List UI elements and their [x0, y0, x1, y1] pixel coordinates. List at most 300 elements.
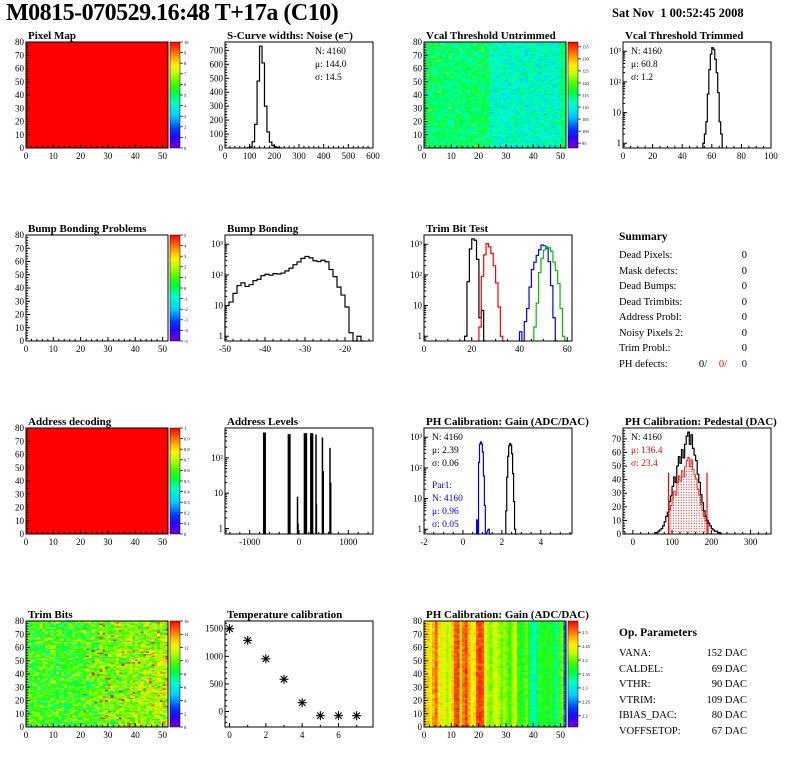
- y-tick-label: 40: [15, 669, 24, 679]
- y-tick-label: 20: [15, 309, 24, 320]
- y-tick-label: 20: [15, 116, 24, 127]
- summary-row-value: 0: [741, 327, 747, 339]
- colorbar-tick-label: 100: [582, 128, 589, 134]
- y-tick-label: 200: [209, 115, 223, 126]
- colorbar-tick-label: 135: [582, 44, 589, 50]
- y-tick-label: 0: [19, 143, 24, 153]
- y-tick-label: 30: [612, 488, 621, 499]
- y-tick-label: 60: [413, 63, 422, 74]
- y-tick-label: 70: [15, 243, 24, 254]
- colorbar-tick-label: 0.4: [184, 489, 190, 495]
- x-tick-label: 50: [556, 730, 566, 740]
- colorbar-tick-label: 0.2: [184, 510, 190, 516]
- y-tick-label: 10²: [211, 452, 223, 463]
- x-tick-label: -50: [219, 344, 231, 354]
- summary-rows: [619, 248, 747, 372]
- ph-gain-map-axes: [398, 609, 597, 772]
- temperature-calibration-axes: [199, 609, 398, 772]
- colorbar-tick-label: 5: [184, 92, 187, 98]
- x-tick-label: 0: [620, 151, 626, 161]
- colorbar-tick-label: 2.45: [582, 643, 590, 649]
- y-tick-label: 1: [218, 331, 223, 342]
- data-point-marker: [261, 654, 270, 663]
- x-tick-label: 30: [501, 730, 511, 740]
- y-tick-label: 40: [15, 90, 24, 100]
- y-tick-label: 600: [209, 59, 223, 70]
- op_parameters-rows: [619, 646, 747, 739]
- x-tick-label: 0: [222, 151, 228, 161]
- panel-address-levels: [199, 416, 398, 579]
- trim-bit-test-title: Trim Bit Test: [426, 223, 489, 235]
- page-title: M0815-070529.16:48 T+17a (C10): [6, 0, 339, 26]
- summary-row: [619, 295, 747, 311]
- x-tick-label: 4: [538, 537, 544, 547]
- summary-row-label: Dead Bumps:: [619, 281, 677, 292]
- y-tick-label: 10: [413, 129, 422, 140]
- op_parameters-row-value: 69 DAC: [711, 663, 747, 675]
- summary-row-value: 0: [741, 250, 747, 261]
- x-tick-label: 0: [23, 730, 29, 740]
- op_parameters-row-value: 152 DAC: [706, 648, 747, 659]
- x-tick-label: 600: [366, 151, 380, 161]
- x-tick-label: 30: [103, 151, 113, 161]
- y-tick-label: 30: [15, 489, 24, 500]
- y-tick-label: 60: [612, 447, 621, 458]
- colorbar-tick-label: 8: [184, 61, 187, 66]
- op_parameters-row: [619, 708, 747, 724]
- y-tick-label: 20: [413, 116, 422, 127]
- colorbar-tick-label: 2.25: [582, 699, 590, 705]
- address-decoding-colorbar: [170, 428, 180, 534]
- x-tick-label: 0: [296, 537, 302, 547]
- x-tick-label: 20: [76, 730, 86, 740]
- x-tick-label: 20: [76, 151, 86, 161]
- x-tick-label: 10: [48, 730, 58, 740]
- y-tick-label: 10²: [609, 76, 621, 87]
- y-tick-label: 10²: [211, 269, 223, 280]
- panel-ph-pedestal: [597, 416, 796, 579]
- x-tick-label: 100: [665, 537, 679, 547]
- colorbar-tick-label: -3: [184, 317, 188, 323]
- colorbar-tick-label: 2.5: [582, 629, 588, 635]
- stats-line: N: 4160: [631, 433, 662, 443]
- summary-row: [619, 248, 747, 264]
- y-tick-label: 40: [15, 283, 24, 293]
- x-tick-label: 30: [501, 151, 511, 161]
- trim-bit-test-axes: [398, 223, 597, 386]
- y-tick-label: 80: [15, 230, 24, 240]
- colorbar-tick-label: 3: [184, 114, 187, 119]
- colorbar-tick-label: -2: [184, 307, 188, 312]
- address-levels-axes: [199, 416, 398, 579]
- bump-bonding-problems-title: Bump Bonding Problems: [28, 223, 147, 235]
- summary-row-value: 0: [741, 343, 747, 354]
- op_parameters-row-label: CALDEL:: [619, 663, 664, 675]
- ph-defects-value: 0/: [698, 358, 707, 370]
- x-tick-label: 50: [158, 151, 168, 161]
- colorbar-tick-label: 0.1: [184, 521, 190, 527]
- op_parameters-row: [619, 646, 747, 662]
- panel-ph-gain-hist: [398, 416, 597, 579]
- x-tick-label: 0: [23, 344, 29, 354]
- y-tick-label: 80: [15, 423, 24, 433]
- x-tick-label: 40: [528, 151, 538, 161]
- x-tick-label: 50: [158, 537, 168, 547]
- stats-line: N: 4160: [631, 47, 662, 57]
- colorbar-tick-label: 2.2: [582, 713, 588, 719]
- x-tick-label: 300: [743, 537, 758, 547]
- stats-line: μ: 136.4: [631, 446, 663, 456]
- x-tick-label: -1000: [239, 537, 261, 547]
- y-tick-label: 10: [413, 493, 422, 504]
- panel-vcal-trimmed: [597, 30, 796, 193]
- x-tick-label: 500: [341, 151, 356, 161]
- x-tick-label: 40: [514, 344, 524, 354]
- stats-line: σ: 14.5: [315, 73, 342, 83]
- pixel-map-title: Pixel Map: [28, 30, 76, 42]
- address-decoding-title: Address decoding: [28, 416, 112, 428]
- summary-row: [619, 341, 747, 357]
- colorbar-tick-label: 3: [184, 254, 187, 259]
- trim-bits-map-axes: [0, 609, 199, 772]
- panel-bump-bonding: [199, 223, 398, 386]
- x-tick-label: 200: [267, 151, 282, 161]
- colorbar-tick-label: 4: [184, 243, 187, 249]
- page-header: [0, 0, 796, 30]
- y-tick-label: 30: [15, 296, 24, 307]
- y-tick-label: 30: [413, 682, 422, 693]
- y-tick-label: 20: [15, 695, 24, 706]
- op_parameters-row-value: 67 DAC: [711, 725, 747, 737]
- x-tick-label: 40: [677, 151, 687, 161]
- colorbar-tick-label: 125: [582, 68, 589, 74]
- y-tick-label: 80: [15, 616, 24, 626]
- ph-defects-label: PH defects:: [619, 358, 668, 370]
- colorbar-tick-label: 2.35: [582, 671, 590, 677]
- panel-scurve-noise: [199, 30, 398, 193]
- trim0-series: [465, 239, 486, 341]
- stats-line: σ: 0.06: [432, 459, 459, 469]
- y-tick-label: 0: [417, 143, 422, 153]
- scurve-noise-axes: [199, 30, 398, 193]
- y-tick-label: 30: [413, 103, 422, 114]
- summary-row-value: 0: [741, 281, 747, 292]
- y-tick-label: 0: [417, 722, 422, 732]
- colorbar-tick-label: 8: [184, 671, 187, 677]
- x-tick-label: 30: [103, 730, 113, 740]
- panel-trim-bits-map: [0, 609, 199, 772]
- colorbar-tick-label: 5: [184, 232, 187, 238]
- y-tick-label: 700: [209, 45, 223, 56]
- y-tick-label: 0: [19, 722, 24, 732]
- colorbar-tick-label: 2.4: [582, 657, 588, 663]
- y-tick-label: 10³: [410, 239, 422, 250]
- x-tick-label: 0: [630, 537, 636, 547]
- y-tick-label: 100: [209, 129, 223, 140]
- colorbar-tick-label: -4: [184, 328, 188, 334]
- y-tick-label: 10: [15, 515, 24, 526]
- y-tick-label: 50: [413, 76, 422, 87]
- data-point-marker: [352, 711, 361, 720]
- summary-row-label: Mask defects:: [619, 265, 678, 277]
- x-tick-label: 1000: [339, 537, 358, 547]
- x-tick-label: 60: [707, 151, 717, 161]
- ph-gain-hist-title: PH Calibration: Gain (ADC/DAC): [426, 416, 589, 428]
- y-tick-label: 70: [413, 50, 422, 61]
- y-tick-label: 70: [15, 436, 24, 447]
- summary-row-label: Noisy Pixels 2:: [619, 327, 684, 339]
- panel-address-decoding: [0, 416, 199, 579]
- y-tick-label: 0: [616, 529, 621, 539]
- x-tick-label: 80: [736, 151, 746, 161]
- x-tick-label: -30: [299, 344, 311, 354]
- x-tick-label: 50: [556, 151, 566, 161]
- x-tick-label: 200: [704, 537, 719, 547]
- x-tick-label: 0: [460, 537, 466, 547]
- y-tick-label: 10³: [609, 46, 621, 57]
- summary-row-value: 0: [741, 265, 747, 277]
- colorbar-tick-label: 10: [184, 658, 189, 664]
- colorbar-tick-label: 130: [582, 56, 589, 62]
- x-tick-label: 10: [48, 151, 58, 161]
- y-tick-label: 50: [612, 461, 621, 472]
- y-tick-label: 10³: [410, 432, 422, 443]
- panel-temperature-calibration: [199, 609, 398, 772]
- op_parameters-row: [619, 724, 747, 740]
- address-decoding-axes: [0, 416, 199, 579]
- data-point-marker: [334, 711, 343, 720]
- op_parameters-row: [619, 677, 747, 693]
- colorbar-tick-label: 0: [184, 724, 187, 730]
- scurve-noise-title: S-Curve widths: Noise (e⁻): [227, 30, 353, 42]
- y-tick-label: 1000: [205, 651, 223, 662]
- colorbar-tick-label: 12: [184, 645, 189, 651]
- y-tick-label: 20: [413, 695, 422, 706]
- vcal-untrimmed-colorbar: [568, 42, 578, 148]
- ph-pedestal-title: PH Calibration: Pedestal (DAC): [625, 416, 777, 428]
- stats-line: σ: 1.2: [631, 73, 654, 83]
- colorbar-tick-label: 9: [184, 50, 187, 56]
- y-tick-label: 40: [15, 476, 24, 486]
- x-tick-label: 20: [76, 537, 86, 547]
- y-tick-label: 10: [15, 129, 24, 140]
- x-tick-label: 30: [103, 344, 113, 354]
- summary-row: [619, 310, 747, 326]
- op_parameters-row: [619, 693, 747, 709]
- y-tick-label: 60: [413, 642, 422, 653]
- colorbar-tick-label: 0.7: [184, 457, 190, 463]
- op_parameters-row-value: 80 DAC: [711, 710, 747, 721]
- summary-row-label: Dead Pixels:: [619, 250, 673, 261]
- trim-bits-map-colorbar: [170, 621, 180, 727]
- y-tick-label: 500: [209, 73, 223, 84]
- colorbar-tick-label: 4: [184, 103, 187, 109]
- par1-series: [477, 442, 491, 534]
- colorbar-tick-label: 6: [184, 82, 187, 88]
- y-tick-label: 70: [15, 50, 24, 61]
- y-tick-label: 60: [15, 63, 24, 74]
- y-tick-label: 10²: [410, 462, 422, 473]
- colorbar-tick-label: 10: [184, 39, 189, 45]
- y-tick-label: 10²: [410, 269, 422, 280]
- y-tick-label: 50: [15, 76, 24, 87]
- y-tick-label: 10: [214, 300, 223, 311]
- op_parameters-row-label: IBIAS_DAC:: [619, 710, 677, 721]
- x-tick-label: 100: [764, 151, 778, 161]
- y-tick-label: 0: [19, 336, 24, 346]
- colorbar-tick-label: 110: [582, 104, 589, 110]
- x-tick-label: 0: [421, 344, 427, 354]
- colorbar-tick-label: 16: [184, 618, 189, 624]
- y-tick-label: 20: [612, 501, 621, 512]
- y-tick-label: 10: [413, 300, 422, 311]
- gain-series: [506, 444, 517, 534]
- vcal-trimmed-axes: [597, 30, 796, 193]
- pixel-map-colorbar: [170, 42, 180, 148]
- pedestal-fit-series: [655, 458, 723, 534]
- summary-row-label: Trim Probl.:: [619, 343, 671, 354]
- x-tick-label: 2: [499, 537, 505, 547]
- stats-line: μ: 60.8: [631, 60, 658, 70]
- x-tick-label: 300: [292, 151, 306, 161]
- panel-ph-gain-map: [398, 609, 597, 772]
- y-tick-label: 80: [413, 37, 422, 47]
- y-tick-label: 30: [15, 682, 24, 693]
- y-tick-label: 60: [15, 642, 24, 653]
- ph-defects-values: [694, 357, 747, 373]
- op_parameters-row-value: 90 DAC: [711, 679, 747, 690]
- pixel-map-axes: [0, 30, 199, 193]
- x-tick-label: 40: [528, 730, 538, 740]
- colorbar-tick-label: 1: [184, 275, 187, 281]
- y-tick-label: 0: [218, 143, 223, 153]
- bump-bonding-title: Bump Bonding: [227, 223, 299, 235]
- y-tick-label: 20: [15, 502, 24, 513]
- x-tick-label: 10: [48, 344, 58, 354]
- x-tick-label: 0: [23, 151, 29, 161]
- x-tick-label: 30: [103, 537, 113, 547]
- x-tick-label: 2: [263, 730, 269, 740]
- ph-defects-value: 0: [741, 358, 747, 370]
- x-tick-label: 20: [474, 151, 484, 161]
- colorbar-tick-label: 14: [184, 632, 189, 638]
- stats-line: N: 4160: [432, 494, 463, 504]
- x-tick-label: 400: [316, 151, 331, 161]
- y-tick-label: 50: [413, 655, 422, 666]
- stats-line: N: 4160: [315, 47, 346, 57]
- colorbar-tick-label: 0: [184, 285, 187, 291]
- y-tick-label: 1: [417, 524, 422, 535]
- y-tick-label: 400: [209, 87, 223, 98]
- colorbar-tick-label: 0: [184, 531, 187, 537]
- x-tick-label: 0: [421, 730, 427, 740]
- colorbar-tick-label: 0: [184, 145, 187, 151]
- summary-row: [619, 279, 747, 295]
- summary-title: Summary: [619, 231, 668, 243]
- colorbar-tick-label: 115: [582, 92, 589, 98]
- data-point-marker: [316, 711, 325, 720]
- threshold-series: [703, 48, 722, 148]
- stats-line: σ: 23.4: [631, 459, 658, 469]
- panel-trim-bit-test: [398, 223, 597, 386]
- panel-bump-bonding-problems: [0, 223, 199, 386]
- colorbar-tick-label: 2: [184, 264, 187, 270]
- colorbar-tick-label: 120: [582, 80, 589, 86]
- vcal-trimmed-title: Vcal Threshold Trimmed: [625, 30, 744, 42]
- x-tick-label: 0: [23, 537, 29, 547]
- data-point-marker: [280, 675, 289, 684]
- stats-line: μ: 2.39: [432, 446, 459, 456]
- colorbar-tick-label: 95: [582, 140, 587, 146]
- op_parameters-title: Op. Parameters: [619, 627, 697, 639]
- bump-series: [225, 256, 365, 341]
- op_parameters-row: [619, 662, 747, 678]
- y-tick-label: 40: [413, 90, 422, 100]
- x-tick-label: 50: [158, 730, 168, 740]
- x-tick-label: 40: [130, 730, 140, 740]
- y-tick-label: 10: [612, 515, 621, 526]
- vcal-untrimmed-axes: [398, 30, 597, 193]
- colorbar-tick-label: 2: [184, 124, 187, 130]
- op_parameters-row-label: VTRIM:: [619, 694, 656, 706]
- ph-gain-map-colorbar: [568, 621, 578, 727]
- stats-line: Par1:: [432, 481, 453, 491]
- x-tick-label: 20: [467, 344, 477, 354]
- y-tick-label: 1: [417, 331, 422, 342]
- op_parameters-row-value: 109 DAC: [706, 694, 747, 706]
- x-tick-label: 6: [336, 730, 341, 740]
- bump-bonding-problems-axes: [0, 223, 199, 386]
- y-tick-label: 40: [612, 474, 621, 485]
- y-tick-label: 40: [413, 669, 422, 679]
- y-tick-label: 60: [15, 256, 24, 267]
- y-tick-label: 1: [218, 523, 223, 534]
- x-tick-label: 10: [446, 730, 456, 740]
- summary-row-value: 0: [741, 296, 747, 308]
- x-tick-label: 0: [421, 151, 427, 161]
- noise-series: [247, 46, 282, 148]
- x-tick-label: 0: [227, 730, 232, 740]
- colorbar-tick-label: 1: [184, 425, 187, 431]
- colorbar-tick-label: -1: [184, 296, 188, 302]
- colorbar-tick-label: 2: [184, 711, 187, 717]
- x-tick-label: 10: [446, 151, 456, 161]
- colorbar-tick-label: 0.8: [184, 447, 190, 452]
- summary-row-label: Address Probl:: [619, 312, 682, 323]
- x-tick-label: 50: [158, 344, 168, 354]
- y-tick-label: 500: [209, 678, 223, 689]
- timestamp: Sat Nov 1 00:52:45 2008: [612, 6, 744, 20]
- y-tick-label: 0: [218, 706, 223, 717]
- ph-defects-value: 0/: [718, 358, 727, 370]
- colorbar-tick-label: 0.3: [184, 500, 190, 505]
- colorbar-tick-label: 105: [582, 116, 589, 122]
- stats-line: σ: 0.05: [432, 520, 459, 530]
- x-tick-label: 4: [299, 730, 305, 740]
- colorbar-tick-label: 6: [184, 685, 187, 691]
- summary-row: [619, 326, 747, 342]
- panel-summary-panel: [597, 223, 796, 386]
- panel-op-parameters-panel: [597, 609, 796, 772]
- data-point-marker: [298, 698, 307, 707]
- x-tick-label: 40: [130, 151, 140, 161]
- y-tick-label: 10: [15, 322, 24, 333]
- stats-line: N: 4160: [432, 433, 463, 443]
- summary-row-value: 0: [741, 312, 747, 323]
- x-tick-label: -20: [339, 344, 351, 354]
- y-tick-label: 1: [616, 138, 621, 149]
- x-tick-label: 20: [474, 730, 484, 740]
